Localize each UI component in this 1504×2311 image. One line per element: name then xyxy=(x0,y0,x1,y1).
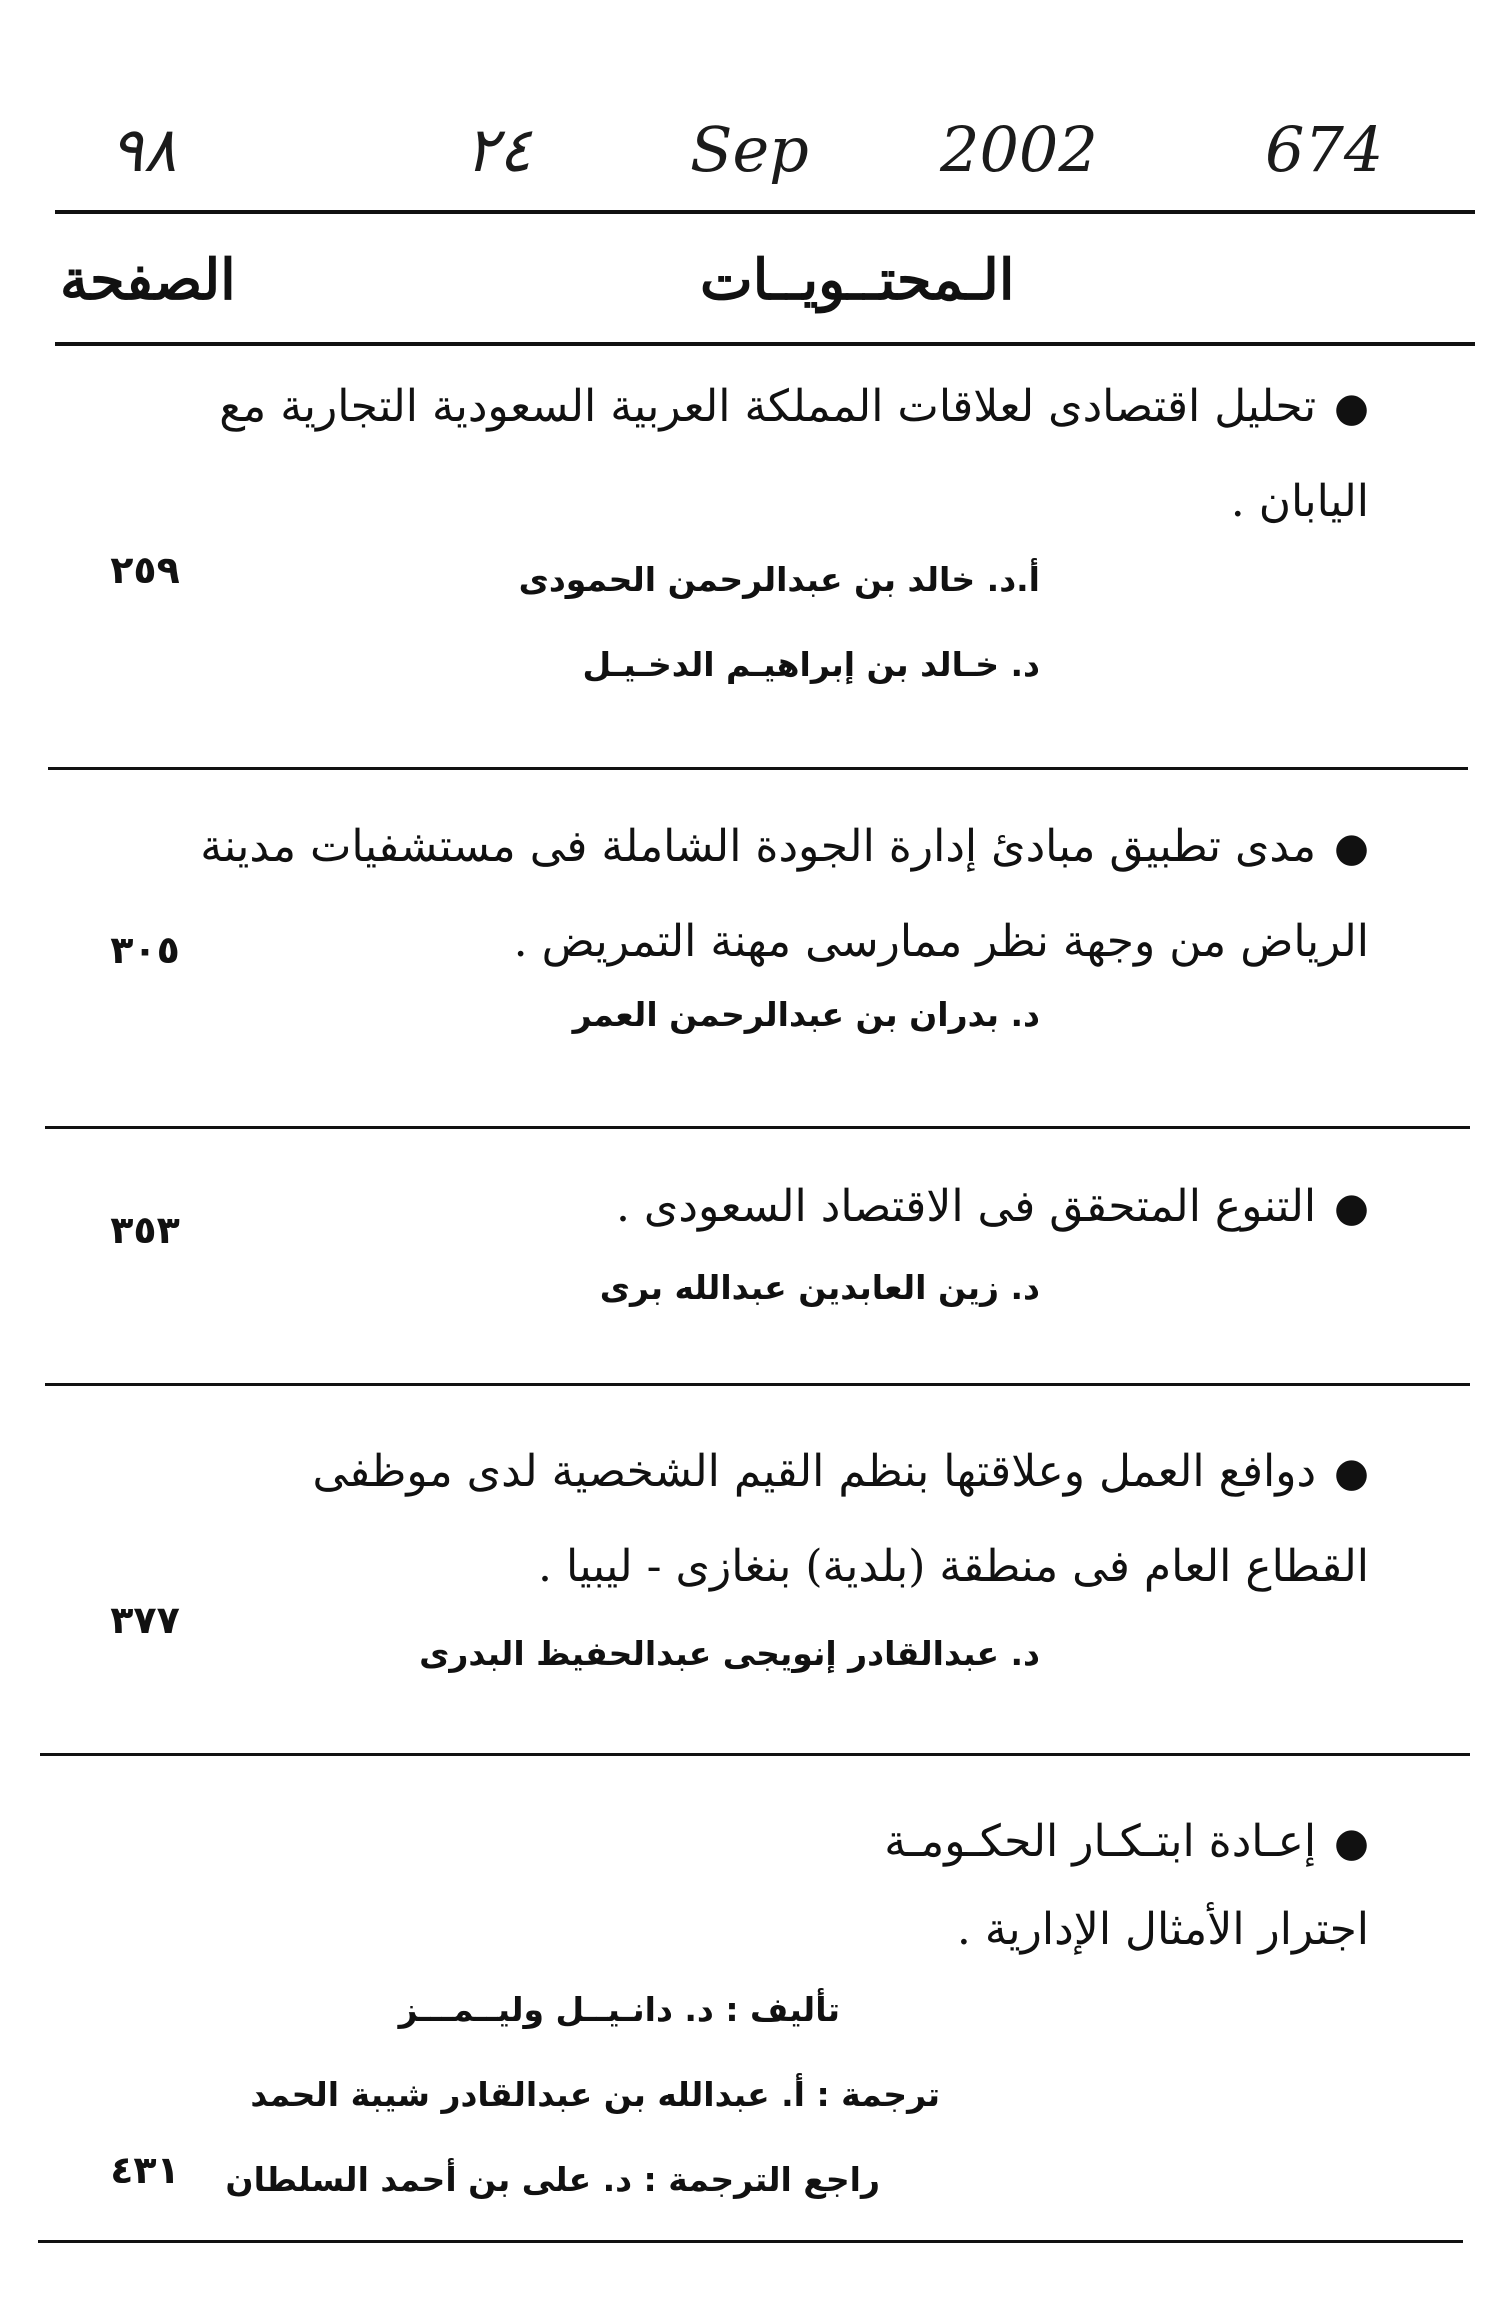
bullet-icon: ● xyxy=(1334,1185,1369,1231)
handwritten-date-day: ٢٤ xyxy=(465,113,532,186)
entry-author: د. بدران بن عبدالرحمن العمر xyxy=(572,995,1040,1034)
entry-author: أ.د. خالد بن عبدالرحمن الحمودى xyxy=(518,560,1040,599)
entry-title-text: مدى تطبيق مبادئ إدارة الجودة الشاملة فى مستشفيات مدينة الرياض من وجهة نظر ممارسى مهنة التمريض . xyxy=(200,821,1369,967)
entry-author: د. خـالد بن إبراهيـم الدخـيـل xyxy=(582,645,1040,684)
entry-title xyxy=(184,800,1369,989)
entry-divider xyxy=(38,2240,1463,2243)
bullet-icon: ● xyxy=(1334,1450,1369,1496)
header-top-rule xyxy=(55,210,1475,214)
entry-divider xyxy=(45,1126,1470,1129)
entry-author: راجع الترجمة : د. على بن أحمد السلطان xyxy=(225,2160,880,2199)
entry-page-number: ٣٥٣ xyxy=(110,1208,180,1252)
entry-author: د. عبدالقادر إنويجى عبدالحفيظ البدرى xyxy=(419,1634,1040,1673)
entry-page-number: ٣٠٥ xyxy=(110,928,180,972)
entry-page-number: ٤٣١ xyxy=(110,2148,180,2192)
bullet-icon: ● xyxy=(1334,1820,1369,1866)
page-column-header: الصفحة xyxy=(60,247,236,313)
entry-page-number: ٣٧٧ xyxy=(110,1598,180,1642)
contents-title: الـمحتــويــات xyxy=(700,247,1015,313)
entry-title-text: تحليل اقتصادى لعلاقات المملكة العربية السعودية التجارية مع اليابان . xyxy=(219,381,1369,527)
bullet-icon: ● xyxy=(1334,385,1369,431)
entry-author: د. زين العابدين عبدالله برى xyxy=(599,1268,1040,1307)
entry-divider xyxy=(45,1383,1470,1386)
entry-title-text: إعـادة ابتـكـار الحكـومـة xyxy=(884,1816,1317,1867)
entry-author: ترجمة : أ. عبدالله بن عبدالقادر شيبة الحمد xyxy=(250,2075,940,2114)
entry-subtitle: اجترار الأمثال الإدارية . xyxy=(956,1904,1369,1955)
handwritten-left-number: ٩٨ xyxy=(110,113,177,186)
entry-title-text: التنوع المتحقق فى الاقتصاد السعودى . xyxy=(615,1181,1317,1232)
handwritten-date-year: 2002 xyxy=(940,113,1098,186)
entry-title xyxy=(184,360,1369,549)
header-bottom-rule xyxy=(55,342,1475,346)
entry-divider xyxy=(48,767,1468,770)
entry-author: تأليف : د. دانـيــل وليــمـــز xyxy=(398,1990,840,2029)
entry-page-number: ٢٥٩ xyxy=(110,548,180,592)
handwritten-right-number: 674 xyxy=(1265,113,1384,186)
bullet-icon: ● xyxy=(1334,825,1369,871)
entry-divider xyxy=(40,1753,1470,1756)
entry-title-text: دوافع العمل وعلاقتها بنظم القيم الشخصية لدى موظفى القطاع العام فى منطقة (بلدية) بنغازى - ليبيا . xyxy=(312,1446,1369,1592)
handwritten-date-month: Sep xyxy=(690,113,809,186)
entry-title xyxy=(184,1425,1369,1614)
entry-title xyxy=(184,1795,1369,1890)
entry-title xyxy=(184,1160,1369,1255)
